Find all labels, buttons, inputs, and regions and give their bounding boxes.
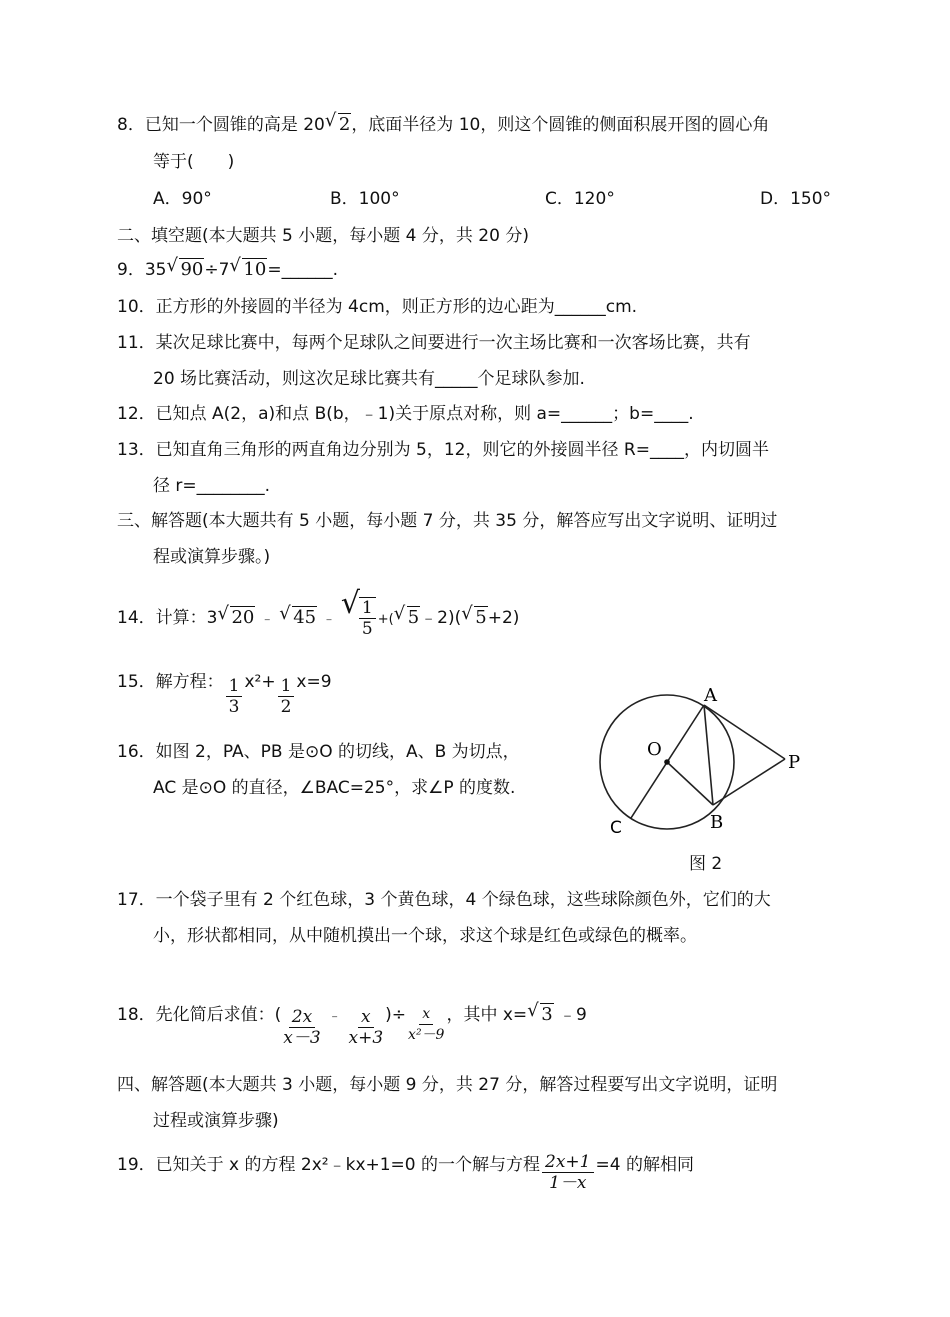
q8-text-a: 8．已知一个圆锥的高是 20: [117, 115, 325, 135]
q12: 12．已知点 A(2，a)和点 B(b，﹣1)关于原点对称，则 a=______；b=____.: [117, 404, 694, 424]
q18: 18．先化简后求值：( $\frac{2x}{x-3}$ ﹣ $\frac{x}{x+3}$ )÷ $\frac{x}{\text{x²－9}}$ ，其中 x= √ 3 ﹣9: [117, 1000, 587, 1048]
section-3-heading-line2: 程或演算步骤。): [153, 547, 271, 567]
q8-option-c: C．120°: [545, 189, 615, 209]
sqrt-2: √ 2: [324, 110, 351, 135]
q8-option-d: D．150°: [760, 189, 832, 209]
label-p: P: [788, 752, 801, 773]
q11-line2: 20 场比赛活动，则这次足球比赛共有_____个足球队参加.: [153, 369, 585, 389]
sqrt-10: √ 10: [229, 255, 267, 280]
q16-line1: 16．如图 2，PA、PB 是⊙O 的切线，A、B 为切点，: [117, 742, 520, 762]
figure-2-diagram: [590, 680, 820, 870]
q19: 19．已知关于 x 的方程 2x²﹣kx+1=0 的一个解与方程 $\frac{2x+1}{1-x}$ =4 的解相同: [117, 1152, 694, 1193]
tangent-pb: [713, 759, 785, 805]
q15: 15．解方程： $\frac{1}{3}$ x²+ $\frac{1}{2}$ x=9: [117, 672, 332, 717]
section-4-heading-line1: 四、解答题(本大题共 3 小题，每小题 9 分，共 27 分，解答过程要写出文字说明，证明: [117, 1075, 778, 1095]
q11-line1: 11．某次足球比赛中，每两个足球队之间要进行一次主场比赛和一次客场比赛，共有: [117, 333, 751, 353]
q8-line1: [117, 110, 770, 137]
sqrt-90: √ 90: [166, 255, 204, 280]
label-a: A: [704, 685, 717, 706]
q8-text-b: ，底面半径为 10，则这个圆锥的侧面积展开图的圆心角: [351, 115, 770, 135]
tangent-pa: [704, 705, 785, 759]
label-o: O: [647, 739, 662, 760]
section-4-heading-line2: 过程或演算步骤): [153, 1111, 279, 1131]
q8-line2: 等于( ): [153, 152, 235, 172]
q13-line1: 13．已知直角三角形的两直角边分别为 5，12，则它的外接圆半径 R=____，内切圆半: [117, 440, 769, 460]
figure-caption: 图 2: [689, 854, 723, 874]
section-3-heading-line1: 三、解答题(本大题共有 5 小题，每小题 7 分，共 35 分，解答应写出文字说明、证明过: [117, 511, 778, 531]
chord-ab: [704, 705, 713, 805]
q9: 9．35 √ 90÷7 √ 10=______.: [117, 255, 338, 280]
q13-line2: 径 r=________.: [153, 476, 271, 496]
radius-ob: [667, 762, 713, 805]
q14: 14．计算：3 √ 20 ﹣ √ 45 ﹣ √ $\frac{1}{5}$ +( √ 5﹣2)( √ 5+2): [117, 586, 520, 639]
q16-line2: AC 是⊙O 的直径，∠BAC=25°，求∠P 的度数.: [153, 778, 516, 798]
center-point: [664, 759, 670, 765]
q17-line2: 小，形状都相同，从中随机摸出一个球，求这个球是红色或绿色的概率。: [153, 926, 697, 946]
q10: 10．正方形的外接圆的半径为 4cm，则正方形的边心距为______cm.: [117, 297, 638, 317]
label-b: B: [710, 812, 724, 833]
q8-option-a: A．90°: [153, 189, 212, 209]
q8-option-b: B．100°: [330, 189, 400, 209]
label-c: C: [610, 818, 622, 838]
section-2-heading: 二、填空题(本大题共 5 小题，每小题 4 分，共 20 分): [117, 226, 529, 246]
q17-line1: 17．一个袋子里有 2 个红色球，3 个黄色球，4 个绿色球，这些球除颜色外，它们的大: [117, 890, 771, 910]
